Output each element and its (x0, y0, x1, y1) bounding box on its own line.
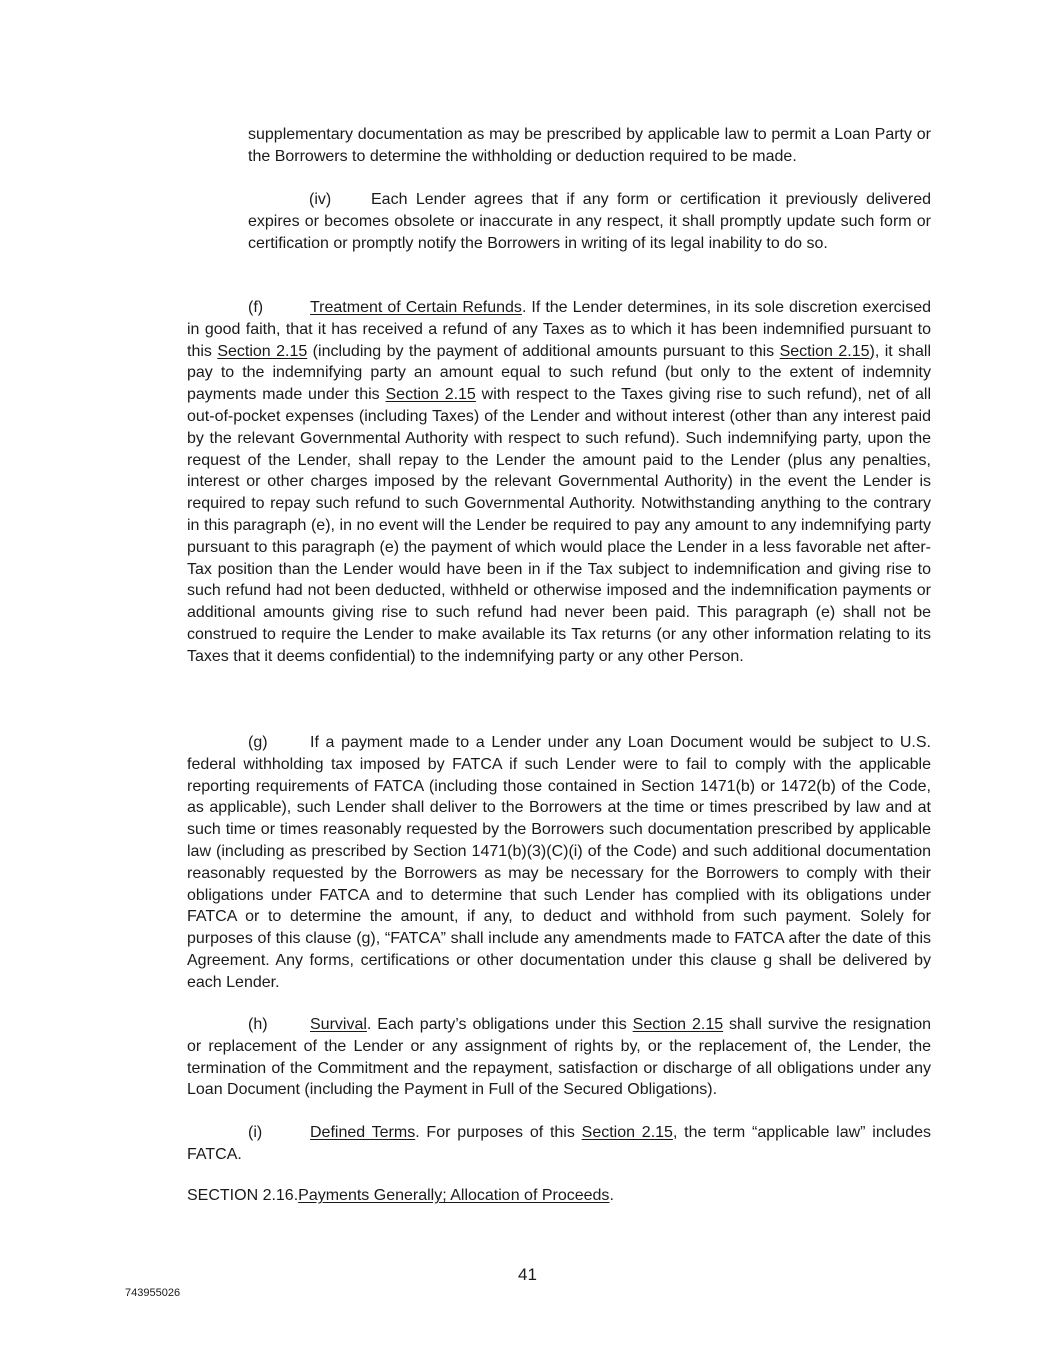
section-reference-link: Section 2.15 (217, 342, 308, 360)
document-id: 743955026 (125, 1287, 181, 1299)
paragraph-label: (i) (248, 1124, 263, 1141)
paragraph-text: . Each party’s obligations under this (366, 1016, 633, 1033)
paragraph-text: supplementary documentation as may be prescribed by applicable law to permit a Loan Party or the Borrowers to determine the withholding or deduction required to be made. (248, 126, 931, 165)
paragraph-iv (248, 189, 931, 254)
paragraph-text: with respect to the Taxes giving rise to such refund), net of all out-of-pocket expenses (including Taxes) of the Lender and without interest (other than any interest paid by the relevant Governmental Authority with respect to such refund). Such indemnifying party, upon the request of the Lender, shall repay to the Lender the amount paid to the Lender (plus any penalties, interest or other charges imposed by the relevant Governmental Authority) in the event the Lender is required to repay such refund to such Governmental Authority. Notwithstanding anything to the contrary in this paragraph (e), in no event will the Lender be required to pay any amount to any indemnifying party pursuant to this paragraph (e) the payment of which would place the Lender in a less favorable net after-Tax position than the Lender would have been in if the Tax subject to indemnification and giving rise to such refund had not been deducted, withheld or otherwise imposed and the indemnification payments or additional amounts giving rise to such refund had never been paid. This paragraph (e) shall not be construed to require the Lender to make available its Tax returns (or any other information relating to its Taxes that it deems confidential) to the indemnifying party or any other Person. (187, 386, 932, 665)
paragraph-text: . If the Lender determines, in its sole discretion exercised in good faith, that it has received a refund of any Taxes as to which it has been indemnified pursuant to this (187, 299, 931, 360)
paragraph-f (187, 297, 931, 668)
section-reference-link: Section 2.15 (581, 1124, 673, 1141)
paragraph-text: Each Lender agrees that if any form or certification it previously delivered expires or becomes obsolete or inaccurate in any respect, it shall promptly update such form or certification or promptly notify the Borrowers in writing of its legal inability to do so. (248, 191, 931, 252)
paragraph-heading: Survival (310, 1016, 367, 1033)
section-reference-link: Section 2.15 (632, 1016, 724, 1033)
paragraph-text: ), it shall pay to the indemnifying party an amount equal to such refund (but only to the extent of indemnity payments made under this (187, 342, 932, 404)
paragraph-label: (iv) (309, 191, 332, 208)
paragraph-text: If a payment made to a Lender under any Loan Document would be subject to U.S. federal withholding tax imposed by FATCA if such Lender were to fail to comply with the applicable reporting requirements of FATCA (including those contained in Section 1471(b) or 1472(b) of the Code, as applicable), such Lender shall deliver to the Borrowers at the time or times prescribed by law and at such time or times reasonably requested by the Borrowers such documentation prescribed by applicable law (including as prescribed by Section 1471(b)(3)(C)(i) of the Code) and such additional documentation reasonably requested by the Borrowers as may be necessary for the Borrowers to comply with their obligations under FATCA and to determine that such Lender has complied with its obligations under FATCA or to determine the amount, if any, to deduct and withhold from such payment. Solely for purposes of this clause (g), “FATCA” shall include any amendments made to FATCA after the date of this Agreement. Any forms, certifications or other documentation under this clause g shall be delivered by each Lender. (187, 734, 931, 991)
paragraph-text: shall survive the resignation or replacement of the Lender or any assignment of rights by, or the replacement of, the Lender, the termination of the Commitment and the repayment, satisfaction or discharge of all obligations under any Loan Document (including the Payment in Full of the Secured Obligations). (187, 1016, 931, 1099)
section-heading (187, 1185, 614, 1207)
paragraph-label: (h) (248, 1016, 268, 1033)
page-number: 41 (518, 1265, 537, 1284)
section-reference-link: Section 2.15 (779, 342, 870, 360)
paragraph-text: . For purposes of this (415, 1124, 582, 1141)
paragraph-label: (g) (248, 734, 268, 751)
section-reference-link: Section 2.15 (385, 386, 476, 404)
section-title: Payments Generally; Allocation of Proceeds (298, 1187, 610, 1204)
paragraph-g (187, 732, 931, 994)
paragraph-i (187, 1122, 931, 1166)
section-number: SECTION 2.16. (187, 1187, 299, 1204)
paragraph-label: (f) (248, 299, 264, 316)
paragraph-heading: Treatment of Certain Refunds (310, 299, 522, 316)
paragraph-text: (including by the payment of additional amounts pursuant to this (307, 342, 780, 360)
paragraph-h (187, 1014, 931, 1101)
paragraph-text: , the term “applicable law” includes FATCA. (187, 1124, 932, 1163)
section-title-period: . (609, 1187, 614, 1204)
paragraph-heading: Defined Terms (310, 1124, 416, 1141)
paragraph-iii-continuation (248, 124, 931, 168)
